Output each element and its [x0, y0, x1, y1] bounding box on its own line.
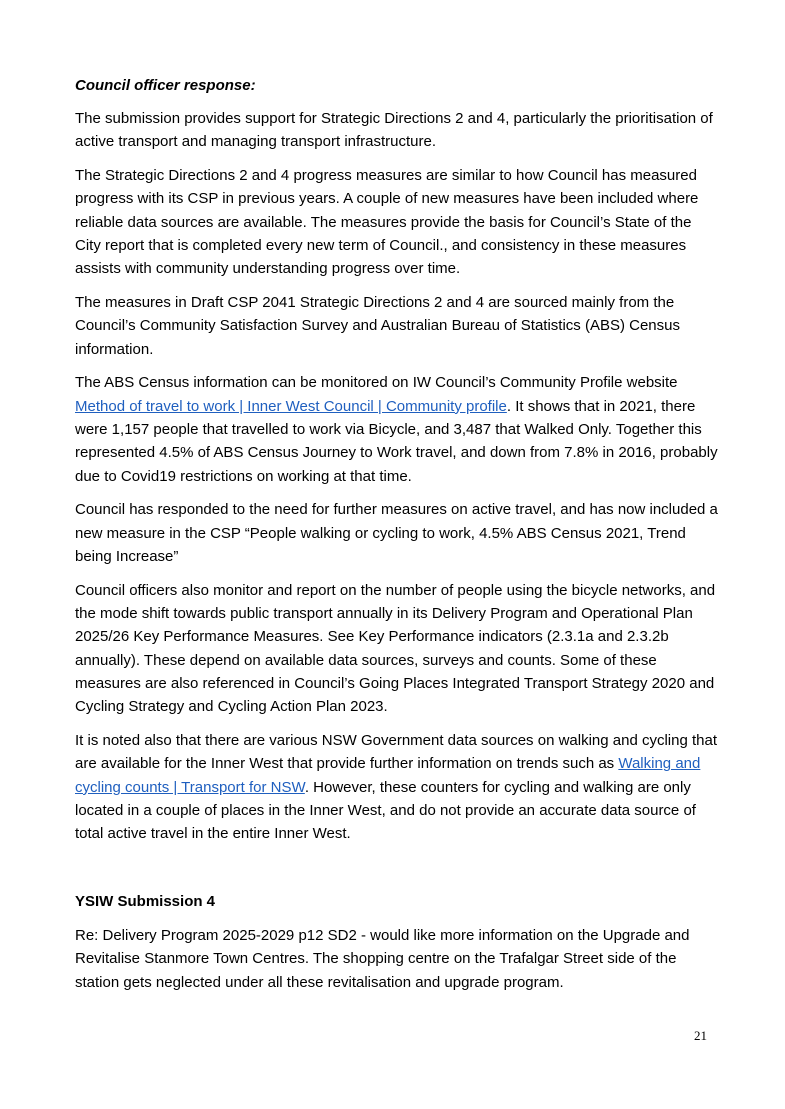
paragraph-text: It is noted also that there are various NSW Government data sources on walking and cycling that are available for the Inner West that provide further information on trends such as [75, 732, 717, 773]
spacer [75, 856, 720, 890]
paragraph-text: . It shows that in 2021, there were 1,157 people that travelled to work via Bicycle, and 3,487 that Walked Only. Together this represented 4.5% of ABS Census Journey to Work travel, and down from 7.8% in 2016, probably due to Covid19 restrictions on working at that time. [75, 397, 718, 485]
submission-heading: YSIW Submission 4 [75, 893, 216, 911]
paragraph: Council officers also monitor and report on the number of people using the bicycle networks, and the mode shift towards public transport annually in its Delivery Program and Operational Plan 2025/26 Key Performance Measures. See Key Performance indicators (2.3.1a and 2.3.2b annually). These depend on available data sources, surveys and counts. Some of these measures are also referenced in Council’s Going Places Integrated Transport Strategy 2020 and Cycling Strategy and Cycling Action Plan 2023. [75, 581, 716, 716]
paragraph: The Strategic Directions 2 and 4 progress measures are similar to how Council has measured progress with its CSP in previous years. A couple of new measures have been included where reliable data sources are available. The measures provide the basis for Council’s State of the City report that is completed every new term of Council., and consistency in these measures assists with community understanding progress over time. [75, 167, 699, 278]
paragraph-text: . However, these counters for cycling and walking are only located in a couple of places in the Inner West, and do not provide an accurate data source of total active travel in the entire Inner West. [75, 778, 696, 843]
transport-nsw-link[interactable]: Walking and cycling counts | Transport for NSW [75, 755, 701, 796]
page-number: 21 [694, 1028, 707, 1043]
paragraph: The measures in Draft CSP 2041 Strategic Directions 2 and 4 are sourced mainly from the Council’s Community Satisfaction Survey and Australian Bureau of Statistics (ABS) Census information. [75, 294, 680, 358]
paragraph-community-profile [75, 371, 720, 487]
paragraph: The submission provides support for Strategic Directions 2 and 4, particularly the prioritisation of active transport and managing transport infrastructure. [75, 110, 713, 151]
paragraph: Council has responded to the need for further measures on active travel, and has now included a new measure in the CSP “People walking or cycling to work, 4.5% ABS Census 2021, Trend being Increase” [75, 501, 718, 566]
paragraph-transport-nsw [75, 729, 720, 845]
community-profile-link[interactable]: Method of travel to work | Inner West Council | Community profile [75, 397, 507, 415]
paragraph: Re: Delivery Program 2025-2029 p12 SD2 - would like more information on the Upgrade and Revitalise Stanmore Town Centres. The shopping centre on the Trafalgar Street side of the station gets neglected under all these revitalisation and upgrade program. [75, 927, 690, 991]
document-body [75, 74, 720, 1005]
council-officer-response-heading: Council officer response: [75, 77, 256, 94]
paragraph-text: The ABS Census information can be monitored on IW Council’s Community Profile website [75, 374, 678, 392]
